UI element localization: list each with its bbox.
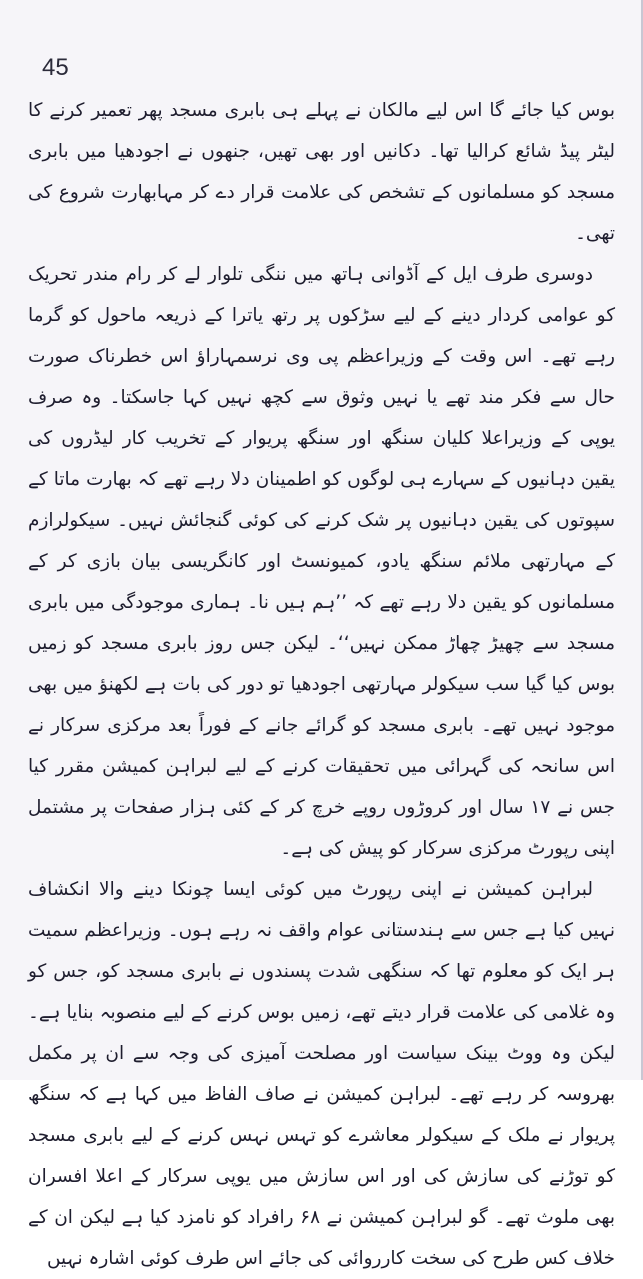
body-text: [28, 90, 615, 1279]
paragraph-3: لبراہن کمیشن نے اپنی رپورٹ میں کوئی ایسا چونکا دینے والا انکشاف نہیں کیا ہے جس سے ہندستانی عوام واقف نہ رہے ہوں۔ وزیراعظم سمیت ہر ایک کو معلوم تھا کہ سنگھی شدت پسندوں نے بابری مسجد کو، جس کو وہ غلامی کی علامت قرار دیتے تھے، زمیں بوس کرنے کے لیے منصوبہ بنایا ہے۔ لیکن وہ ووٹ بینک سیاست اور مصلحت آمیزی کی وجہ سے ان پر مکمل بھروسہ کر رہے تھے۔ لبراہن کمیشن نے صاف الفاظ میں کہا ہے کہ سنگھ پریوار نے ملک کے سیکولر معاشرے کو تہس نہس کرنے کے لیے بابری مسجد کو توڑنے کی سازش کی اور اس سازش میں یوپی سرکار کے اعلا افسران بھی ملوث تھے۔ گو لبراہن کمیشن نے ۶۸ رافراد کو نامزد کیا ہے لیکن ان کے خلاف کس طرح کی سخت کارروائی کی جائے اس طرف کوئی اشارہ نہیں: [28, 879, 616, 1269]
paragraph-2: دوسری طرف ایل کے آڈوانی ہاتھ میں ننگی تلوار لے کر رام مندر تحریک کو عوامی کردار دینے کے لیے سڑکوں پر رتھ یاترا کے ذریعہ ماحول کو گرما رہے تھے۔ اس وقت کے وزیراعظم پی وی نرسمہاراؤ اس خطرناک صورت حال سے فکر مند تھے یا نہیں وثوق سے کچھ نہیں کہا جاسکتا۔ وہ صرف یوپی کے وزیراعلا کلیان سنگھ اور سنگھ پریوار کے تخریب کار لیڈروں کی یقین دہانیوں کے سہارے ہی لوگوں کو اطمینان دلا رہے تھے کہ بھارت ماتا کے سپوتوں کی یقین دہانیوں پر شک کرنے کی کوئی گنجائش نہیں۔ سیکولرازم کے مہارتھی ملائم سنگھ یادو، کمیونسٹ اور کانگریسی بیان بازی کر کے مسلمانوں کو یقین دلا رہے تھے کہ ’’ہم ہیں نا۔ ہماری موجودگی میں بابری مسجد سے چھیڑ چھاڑ ممکن نہیں‘‘۔ لیکن جس روز بابری مسجد کو زمیں بوس کیا گیا سب سیکولر مہارتھی اجودھیا تو دور کی بات ہے لکھنؤ میں بھی موجود نہیں تھے۔ بابری مسجد کو گرائے جانے کے فوراً بعد مرکزی سرکار نے اس سانحہ کی گہرائی میں تحقیقات کرنے کے لیے لبراہن کمیشن مقرر کیا جس نے ۱۷ سال اور کروڑوں روپے خرچ کر کے کئی ہزار صفحات پر مشتمل اپنی رپورٹ مرکزی سرکار کو پیش کی ہے۔: [28, 264, 615, 859]
page-number: 45: [42, 54, 69, 81]
paragraph-1: بوس کیا جائے گا اس لیے مالکان نے پہلے ہی بابری مسجد پھر تعمیر کرنے کا لیٹر پیڈ شائع کرالیا تھا۔ دکانیں اور بھی تھیں، جنھوں نے اجودھیا میں بابری مسجد کو مسلمانوں کے تشخص کی علامت قرار دے کر مہابھارت شروع کی تھی۔: [28, 100, 615, 244]
